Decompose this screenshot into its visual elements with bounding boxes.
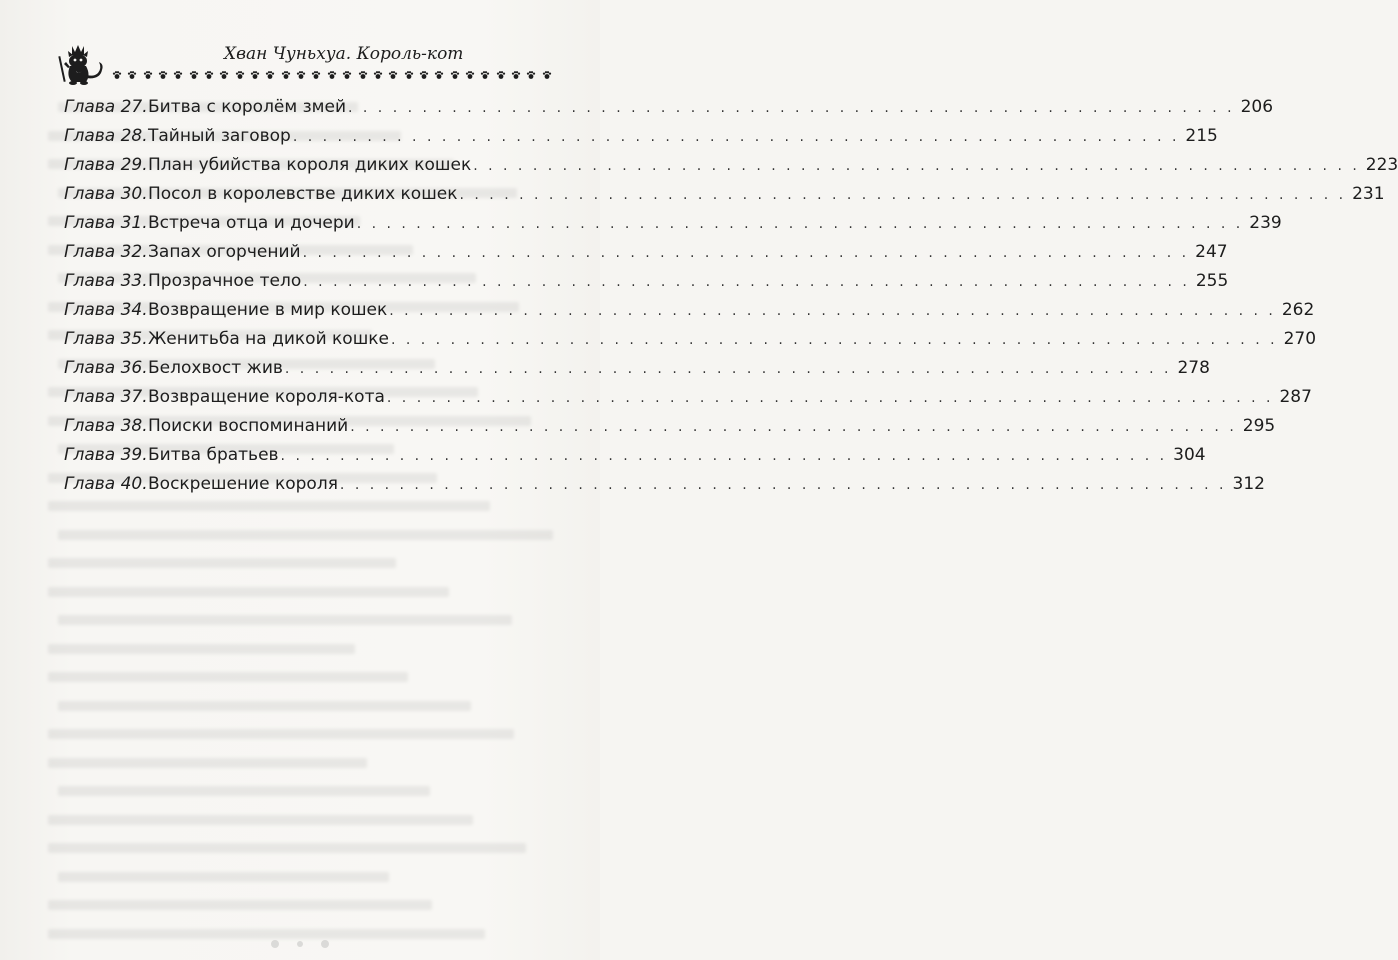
paw-print-icon	[143, 70, 153, 80]
chapter-title: Прозрачное тело	[148, 271, 302, 291]
page-number-ornament	[265, 938, 335, 950]
chapter-number: Глава 39.	[64, 445, 148, 465]
chapter-number: Глава 27.	[64, 97, 148, 117]
chapter-title: Возвращение короля-кота	[148, 387, 385, 407]
dot-leader: . . . . . . . . . . . . . . . . . . . . . . . . . . . . . . . . . . . . . . . . . . . . . . . . . . . . . . . . . . . .	[339, 477, 1227, 493]
show-through-line	[48, 729, 514, 739]
page-number: 206	[1240, 97, 1274, 117]
toc-entry	[64, 97, 1274, 126]
toc-entry	[64, 184, 1385, 213]
show-through-line	[58, 701, 471, 711]
paw-print-icon	[419, 70, 429, 80]
paw-print-icon	[465, 70, 475, 80]
chapter-number: Глава 36.	[64, 358, 148, 378]
dot-leader: . . . . . . . . . . . . . . . . . . . . . . . . . . . . . . . . . . . . . . . . . . . . . . . . . . . . . . . . . . . .	[280, 448, 1168, 464]
dot-leader: . . . . . . . . . . . . . . . . . . . . . . . . . . . . . . . . . . . . . . . . . . . . . . . . . . . . . . . . . . . .	[459, 187, 1347, 203]
dot-leader: . . . . . . . . . . . . . . . . . . . . . . . . . . . . . . . . . . . . . . . . . . . . . . . . . . . . . . . . . . . .	[348, 100, 1235, 116]
dot-leader: . . . . . . . . . . . . . . . . . . . . . . . . . . . . . . . . . . . . . . . . . . . . . . . . . . . . . . . . . . . .	[292, 129, 1180, 145]
chapter-number: Глава 37.	[64, 387, 148, 407]
paw-ornament-row	[112, 70, 552, 82]
show-through-line	[58, 615, 512, 625]
paw-print-icon	[404, 70, 414, 80]
show-through-line	[48, 815, 473, 825]
paw-print-icon	[526, 70, 536, 80]
paw-print-icon	[265, 70, 275, 80]
toc-entry	[64, 155, 1398, 184]
paw-print-icon	[450, 70, 460, 80]
running-title: Хван Чуньхуа. Король-кот	[224, 44, 464, 64]
page-number: 247	[1195, 242, 1228, 262]
show-through-line	[58, 530, 553, 540]
toc-entry	[64, 271, 1229, 300]
chapter-title: План убийства короля диких кошек	[148, 155, 472, 175]
chapter-title: Возвращение в мир кошек	[148, 300, 388, 320]
page-number: 304	[1173, 445, 1206, 465]
page-number: 262	[1281, 300, 1315, 320]
show-through-line	[48, 758, 367, 768]
chapter-number: Глава 32.	[64, 242, 148, 262]
dot-leader: . . . . . . . . . . . . . . . . . . . . . . . . . . . . . . . . . . . . . . . . . . . . . . . . . . . . . . . . . . . .	[302, 245, 1190, 261]
toc-entry	[64, 416, 1276, 445]
chapter-title: Встреча отца и дочери	[148, 213, 355, 233]
paw-print-icon	[112, 70, 122, 80]
chapter-title: Битва с королём змей	[148, 97, 346, 117]
chapter-number: Глава 33.	[64, 271, 148, 291]
page-number: 278	[1177, 358, 1210, 378]
paw-print-icon	[173, 70, 183, 80]
chapter-number: Глава 35.	[64, 329, 148, 349]
paw-print-icon	[388, 70, 398, 80]
dot-leader: . . . . . . . . . . . . . . . . . . . . . . . . . . . . . . . . . . . . . . . . . . . . . . . . . . . . . . . . . . . .	[473, 158, 1360, 174]
paw-print-icon	[311, 70, 321, 80]
chapter-number: Глава 34.	[64, 300, 148, 320]
show-through-line	[48, 900, 432, 910]
paw-print-icon	[511, 70, 521, 80]
toc-entry	[64, 126, 1218, 155]
chapter-number: Глава 28.	[64, 126, 148, 146]
toc-entry	[64, 300, 1315, 329]
page-number: 223	[1365, 155, 1398, 175]
show-through-line	[48, 644, 355, 654]
chapter-title: Тайный заговор	[148, 126, 291, 146]
paw-print-icon	[189, 70, 199, 80]
page-number: 231	[1352, 184, 1385, 204]
page-number: 215	[1185, 126, 1218, 146]
dot-leader: . . . . . . . . . . . . . . . . . . . . . . . . . . . . . . . . . . . . . . . . . . . . . . . . . . . . . . . . . . . .	[386, 390, 1274, 406]
paw-print-icon	[296, 70, 306, 80]
chapter-number: Глава 31.	[64, 213, 148, 233]
page-number: 239	[1249, 213, 1282, 233]
chapter-number: Глава 30.	[64, 184, 148, 204]
toc-entry	[64, 387, 1312, 416]
show-through-line	[48, 929, 485, 939]
page-header	[0, 36, 600, 96]
paw-print-icon	[204, 70, 214, 80]
chapter-title: Поиски воспоминаний	[148, 416, 349, 436]
dot-leader: . . . . . . . . . . . . . . . . . . . . . . . . . . . . . . . . . . . . . . . . . . . . . . . . . . . . . . . . . . . .	[284, 361, 1172, 377]
cat-king-icon	[58, 42, 110, 88]
paw-print-icon	[342, 70, 352, 80]
toc-entry	[64, 329, 1317, 358]
show-through-line	[48, 587, 449, 597]
show-through-line	[48, 672, 408, 682]
paw-print-icon	[496, 70, 506, 80]
paw-print-icon	[219, 70, 229, 80]
paw-print-icon	[434, 70, 444, 80]
chapter-title: Битва братьев	[148, 445, 279, 465]
chapter-title: Женитьба на дикой кошке	[148, 329, 389, 349]
toc-entry	[64, 242, 1228, 271]
paw-print-icon	[281, 70, 291, 80]
page-number: 255	[1195, 271, 1229, 291]
paw-print-icon	[358, 70, 368, 80]
show-through-line	[48, 558, 396, 568]
paw-print-icon	[542, 70, 552, 80]
paw-print-icon	[158, 70, 168, 80]
dot-leader: . . . . . . . . . . . . . . . . . . . . . . . . . . . . . . . . . . . . . . . . . . . . . . . . . . . . . . . . . . . .	[350, 419, 1237, 435]
paw-print-icon	[235, 70, 245, 80]
page-number: 287	[1279, 387, 1312, 407]
chapter-number: Глава 29.	[64, 155, 148, 175]
dot-leader: . . . . . . . . . . . . . . . . . . . . . . . . . . . . . . . . . . . . . . . . . . . . . . . . . . . . . . . . . . . .	[303, 274, 1190, 290]
page-number: 270	[1283, 329, 1317, 349]
paw-print-icon	[327, 70, 337, 80]
table-of-contents	[64, 97, 1398, 503]
dot-leader: . . . . . . . . . . . . . . . . . . . . . . . . . . . . . . . . . . . . . . . . . . . . . . . . . . . . . . . . . . . .	[390, 332, 1278, 348]
toc-entry	[64, 358, 1210, 387]
chapter-title: Посол в королевстве диких кошек	[148, 184, 458, 204]
dot-leader: . . . . . . . . . . . . . . . . . . . . . . . . . . . . . . . . . . . . . . . . . . . . . . . . . . . . . . . . . . . .	[356, 216, 1244, 232]
chapter-title: Запах огорчений	[148, 242, 301, 262]
chapter-number: Глава 38.	[64, 416, 148, 436]
paw-print-icon	[480, 70, 490, 80]
show-through-line	[48, 843, 526, 853]
show-through-line	[58, 786, 430, 796]
page-number: 312	[1232, 474, 1265, 494]
chapter-number: Глава 40.	[64, 474, 148, 494]
dot-leader: . . . . . . . . . . . . . . . . . . . . . . . . . . . . . . . . . . . . . . . . . . . . . . . . . . . . . . . . . . . .	[389, 303, 1276, 319]
paw-print-icon	[373, 70, 383, 80]
paw-print-icon	[250, 70, 260, 80]
chapter-title: Белохвост жив	[148, 358, 283, 378]
toc-entry	[64, 474, 1265, 503]
page-number: 295	[1242, 416, 1276, 436]
chapter-title: Воскрешение короля	[148, 474, 338, 494]
paw-print-icon	[127, 70, 137, 80]
toc-entry	[64, 445, 1206, 474]
show-through-line	[58, 872, 389, 882]
toc-entry	[64, 213, 1282, 242]
